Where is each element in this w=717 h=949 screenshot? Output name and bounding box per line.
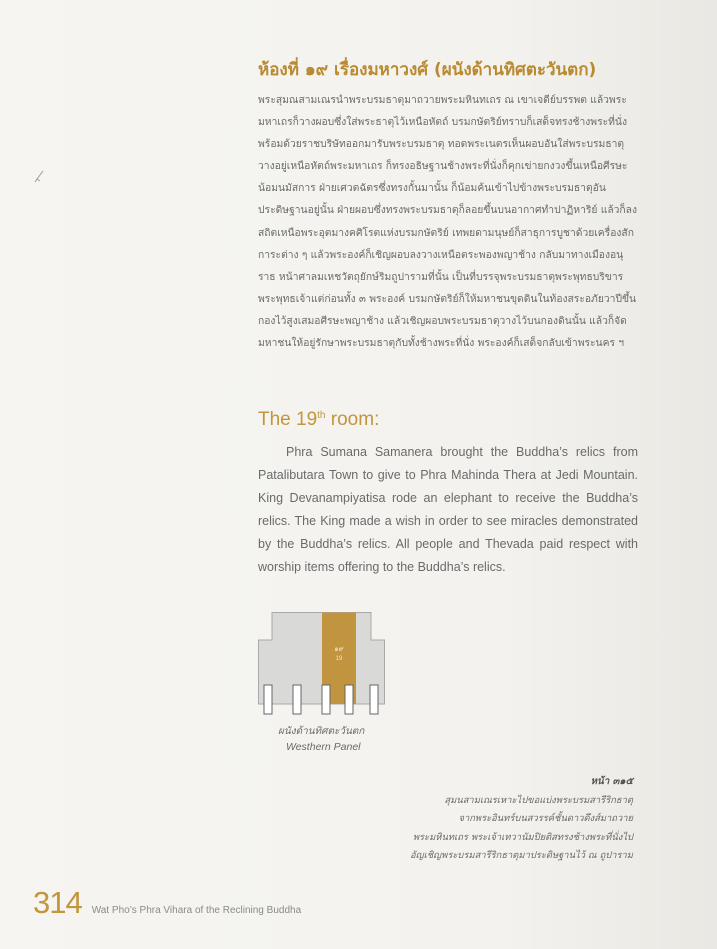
column-4 bbox=[345, 685, 353, 714]
panel-number: 19 bbox=[335, 656, 343, 662]
side-note-line-4: อัญเชิญพระบรมสารีริกธาตุมาประดิษฐานไว้ ณ ถูปาราม bbox=[410, 850, 633, 862]
side-note-line-1: สุมนสามเณรเหาะไปขอแบ่งพระบรมสารีริกธาตุ bbox=[444, 794, 633, 806]
page-number: 314 bbox=[33, 885, 82, 920]
thai-room-title: ห้องที่ ๑๙ เรื่องมหาวงศ์ (ผนังด้านทิศตะวันตก) bbox=[258, 60, 597, 80]
diagram-caption-thai: ผนังด้านทิศตะวันตก bbox=[278, 726, 365, 737]
page-footer bbox=[33, 885, 301, 925]
english-body-text: Phra Sumana Samanera brought the Buddha’s relics from Patalibutara Town to give to Phra Mahinda Thera at Jedi Mountain. King Devanampiyatisa rode an elephant to receive the Buddha’s relics. The King made a wish in order to see miracles demonstrated by the Buddha’s relics. All people and Thevada paid respect with worship items offering to the Buddha’s relics. bbox=[258, 445, 638, 574]
column-3 bbox=[322, 685, 330, 714]
book-title: Wat Pho’s Phra Vihara of the Reclining Buddha bbox=[91, 905, 302, 916]
side-note-page-reference: หน้า ๓๑๕ bbox=[590, 776, 633, 787]
pencil-mark bbox=[33, 170, 45, 188]
english-title-prefix: The 19 bbox=[258, 409, 318, 430]
wall-panel-diagram bbox=[258, 612, 385, 718]
side-note-line-3: พระมหินทเถร พระเจ้าเทวานัมปิยติสทรงช้างพระที่นั่งไป bbox=[412, 831, 633, 843]
side-note bbox=[383, 773, 633, 866]
english-title-suffix: room: bbox=[325, 409, 380, 430]
column-1 bbox=[264, 685, 272, 714]
wall-panel-diagram-svg bbox=[258, 612, 385, 718]
side-note-line-2: จากพระอินทร์บนสวรรค์ชั้นดาวดึงส์มาถวาย bbox=[458, 813, 633, 825]
diagram-caption-english: Westhern Panel bbox=[286, 741, 361, 753]
english-room-title bbox=[258, 409, 379, 431]
english-title-superscript: th bbox=[317, 410, 326, 421]
thai-body-text: พระสุมณสามเณรนำพระบรมธาตุมาถวายพระมหินทเถร ณ เขาเจดีย์บรรพต แล้วพระมหาเถรก็วางผอบซึ่งใส่พระธาตุไว้เหนือหัตถ์ บรมกษัตริย์ทราบก็เสด็จทรงช้างพระที่นั่งพร้อมด้วยราชบริษัทออกมารับพระบรมธาตุ ทอดพระเนตรเห็นผอบอันใส่พระบรมธาตุวางอยู่เหนือหัตถ์พระมหาเถร ก็ทรงอธิษฐานช้างพระที่นั่งก็คุกเข่ายกงวงขึ้นเหนือศีรษะน้อมนมัสการ ฝ่ายเศวตฉัตรซึ่งทรงกั้นมานั้น ก็น้อมค้นเข้าไปข้างพระบรมธาตุอันประดิษฐานอยู่นั้น ฝ่ายผอบซึ่งทรงพระบรมธาตุก็ลอยขึ้นบนอากาศทำปาฏิหาริย์ แล้วก็ลงสถิตเหนือพระอุตมางคศิโรตแห่งบรมกษัตริย์ เทพยดามนุษย์ก็สาธุการบูชาด้วยเครื่องสักการะต่าง ๆ แล้วพระองค์ก็เชิญผอบลงวางเหนือตระพองพญาช้าง กลับมาทางเมืองอนุราธ หน้าศาลมเหชวัตถุยักษ์ริมถูปารามที่นั้น เป็นที่บรรจุพระบรมธาตุพระพุทธบริขารพระพุทธเจ้าแต่ก่อนทั้ง ๓ พระองค์ บรมกษัตริย์ก็ให้มหาชนขุดดินในท้องสระอภัยวาปีขึ้นกองไว้สูงเสมอศีรษะพญาช้าง แล้วเชิญผอบพระบรมธาตุวางไว้บนกองดินนั้น แล้วก็จัดมหาชนให้อยู่รักษาพระบรมธาตุกับทั้งช้างพระที่นั่ง พระองค์ก็เสด็จกลับเข้าพระนคร ฯ bbox=[258, 94, 638, 350]
column-5 bbox=[370, 685, 378, 714]
panel-number-thai: ๑๙ bbox=[334, 645, 344, 653]
column-2 bbox=[293, 685, 301, 714]
